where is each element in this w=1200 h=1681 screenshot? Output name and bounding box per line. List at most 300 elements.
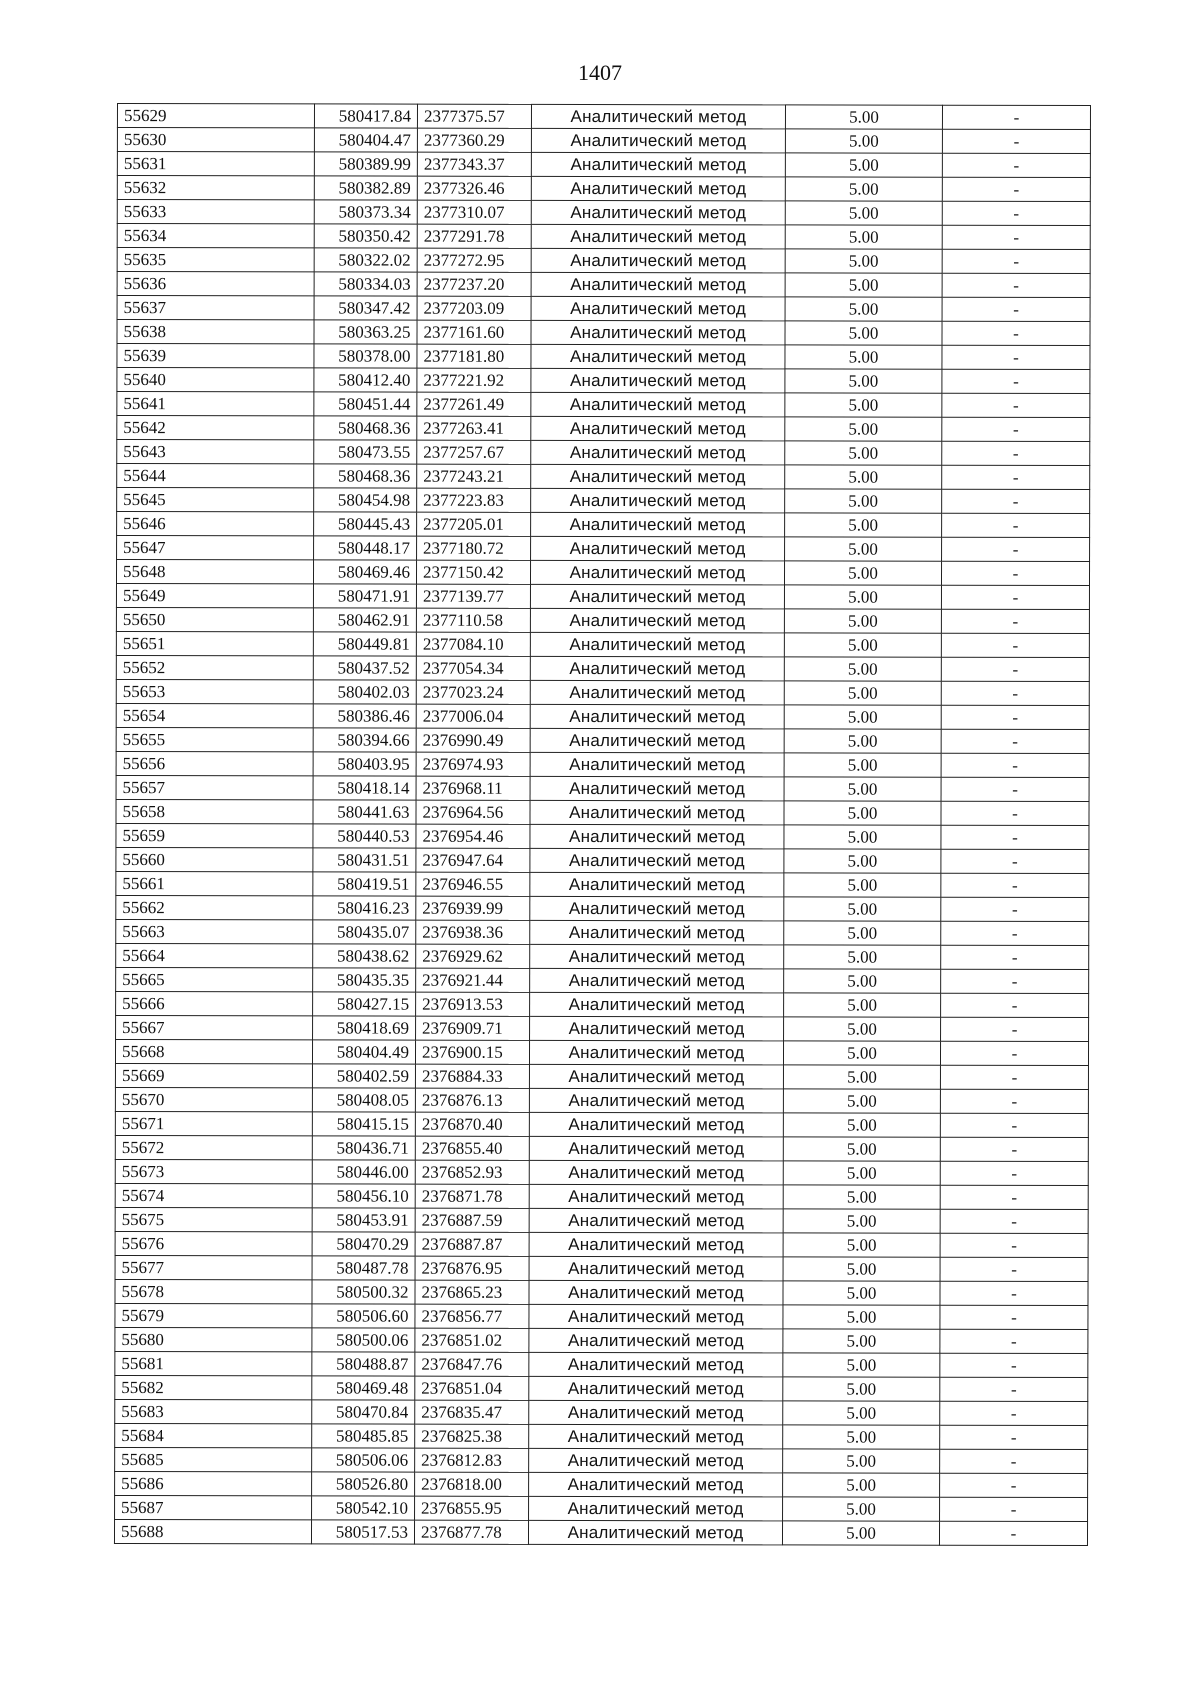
- note-cell: -: [940, 1233, 1088, 1257]
- method-cell: Аналитический метод: [529, 1088, 783, 1113]
- note-cell: -: [941, 1017, 1089, 1041]
- note-cell: -: [942, 441, 1090, 465]
- x-coordinate-cell: 580404.49: [312, 1040, 415, 1064]
- point-id-cell: 55649: [116, 584, 313, 608]
- note-cell: -: [942, 225, 1090, 249]
- accuracy-cell: 5.00: [784, 777, 941, 801]
- accuracy-cell: 5.00: [784, 609, 941, 633]
- point-id-cell: 55648: [116, 560, 313, 584]
- accuracy-cell: 5.00: [784, 873, 941, 897]
- accuracy-cell: 5.00: [785, 345, 942, 369]
- table-row: [117, 392, 1090, 418]
- note-cell: -: [941, 705, 1089, 729]
- point-id-cell: 55661: [116, 871, 313, 895]
- method-cell: Аналитический метод: [531, 128, 785, 153]
- table-row: [116, 775, 1089, 801]
- y-coordinate-cell: 2376851.02: [415, 1328, 529, 1352]
- point-id-cell: 55683: [115, 1399, 312, 1423]
- note-cell: -: [940, 1185, 1088, 1209]
- method-cell: Аналитический метод: [529, 1208, 783, 1233]
- method-cell: Аналитический метод: [530, 656, 784, 681]
- accuracy-cell: 5.00: [784, 585, 941, 609]
- x-coordinate-cell: 580453.91: [312, 1208, 415, 1232]
- point-id-cell: 55643: [117, 440, 314, 464]
- y-coordinate-cell: 2376939.99: [416, 896, 530, 920]
- point-id-cell: 55685: [115, 1447, 312, 1471]
- y-coordinate-cell: 2377181.80: [417, 344, 531, 368]
- method-cell: Аналитический метод: [529, 1496, 783, 1521]
- method-cell: Аналитический метод: [529, 1352, 783, 1377]
- point-id-cell: 55655: [116, 727, 313, 751]
- note-cell: -: [941, 729, 1089, 753]
- x-coordinate-cell: 580456.10: [312, 1184, 415, 1208]
- x-coordinate-cell: 580470.84: [312, 1400, 415, 1424]
- y-coordinate-cell: 2376877.78: [414, 1520, 528, 1544]
- y-coordinate-cell: 2376947.64: [416, 848, 530, 872]
- note-cell: -: [942, 321, 1090, 345]
- accuracy-cell: 5.00: [784, 561, 941, 585]
- point-id-cell: 55658: [116, 799, 313, 823]
- x-coordinate-cell: 580454.98: [314, 488, 417, 512]
- accuracy-cell: 5.00: [783, 1353, 940, 1377]
- y-coordinate-cell: 2376946.55: [416, 872, 530, 896]
- note-cell: -: [941, 825, 1089, 849]
- accuracy-cell: 5.00: [785, 321, 942, 345]
- point-id-cell: 55666: [116, 991, 313, 1015]
- method-cell: Аналитический метод: [530, 680, 784, 705]
- method-cell: Аналитический метод: [530, 920, 784, 945]
- accuracy-cell: 5.00: [783, 1065, 940, 1089]
- method-cell: Аналитический метод: [531, 392, 785, 417]
- method-cell: Аналитический метод: [529, 1448, 783, 1473]
- y-coordinate-cell: 2376856.77: [415, 1304, 529, 1328]
- x-coordinate-cell: 580449.81: [313, 632, 416, 656]
- point-id-cell: 55647: [117, 536, 314, 560]
- y-coordinate-cell: 2377272.95: [417, 248, 531, 272]
- method-cell: Аналитический метод: [531, 488, 785, 513]
- accuracy-cell: 5.00: [783, 1329, 940, 1353]
- y-coordinate-cell: 2377263.41: [417, 416, 531, 440]
- point-id-cell: 55663: [116, 919, 313, 943]
- y-coordinate-cell: 2377310.07: [417, 200, 531, 224]
- accuracy-cell: 5.00: [785, 369, 942, 393]
- table-row: [116, 679, 1089, 705]
- x-coordinate-cell: 580500.32: [312, 1280, 415, 1304]
- accuracy-cell: 5.00: [784, 825, 941, 849]
- y-coordinate-cell: 2377139.77: [416, 584, 530, 608]
- method-cell: Аналитический метод: [529, 1472, 783, 1497]
- x-coordinate-cell: 580382.89: [314, 176, 417, 200]
- point-id-cell: 55671: [115, 1111, 312, 1135]
- note-cell: -: [941, 609, 1089, 633]
- note-cell: -: [941, 561, 1089, 585]
- accuracy-cell: 5.00: [783, 1041, 940, 1065]
- x-coordinate-cell: 580506.06: [312, 1448, 415, 1472]
- x-coordinate-cell: 580487.78: [312, 1256, 415, 1280]
- accuracy-cell: 5.00: [783, 1401, 940, 1425]
- y-coordinate-cell: 2376938.36: [416, 920, 530, 944]
- point-id-cell: 55642: [117, 416, 314, 440]
- y-coordinate-cell: 2376974.93: [416, 752, 530, 776]
- method-cell: Аналитический метод: [531, 368, 785, 393]
- table-row: [116, 1015, 1089, 1041]
- point-id-cell: 55662: [116, 895, 313, 919]
- note-cell: -: [942, 369, 1090, 393]
- note-cell: -: [939, 1521, 1087, 1545]
- table-row: [117, 128, 1090, 154]
- table-row: [116, 727, 1089, 753]
- y-coordinate-cell: 2377203.09: [417, 296, 531, 320]
- accuracy-cell: 5.00: [783, 1257, 940, 1281]
- point-id-cell: 55665: [116, 967, 313, 991]
- point-id-cell: 55660: [116, 847, 313, 871]
- table-row: [117, 248, 1090, 274]
- note-cell: -: [942, 105, 1090, 129]
- method-cell: Аналитический метод: [530, 752, 784, 777]
- page-number: 1407: [578, 60, 622, 85]
- x-coordinate-cell: 580469.46: [313, 560, 416, 584]
- method-cell: Аналитический метод: [530, 632, 784, 657]
- note-cell: -: [941, 873, 1089, 897]
- y-coordinate-cell: 2377375.57: [417, 104, 531, 128]
- y-coordinate-cell: 2377343.37: [417, 152, 531, 176]
- x-coordinate-cell: 580418.69: [313, 1016, 416, 1040]
- method-cell: Аналитический метод: [529, 1184, 783, 1209]
- accuracy-cell: 5.00: [785, 537, 942, 561]
- table-row: [115, 1039, 1088, 1065]
- point-id-cell: 55688: [114, 1519, 311, 1543]
- accuracy-cell: 5.00: [783, 1305, 940, 1329]
- table-row: [117, 488, 1090, 514]
- point-id-cell: 55651: [116, 631, 313, 655]
- y-coordinate-cell: 2376855.40: [415, 1136, 529, 1160]
- point-id-cell: 55635: [117, 248, 314, 272]
- note-cell: -: [940, 1473, 1088, 1497]
- method-cell: Аналитический метод: [530, 704, 784, 729]
- y-coordinate-cell: 2376913.53: [416, 992, 530, 1016]
- method-cell: Аналитический метод: [529, 1400, 783, 1425]
- note-cell: -: [940, 1257, 1088, 1281]
- method-cell: Аналитический метод: [531, 224, 785, 249]
- x-coordinate-cell: 580419.51: [313, 872, 416, 896]
- point-id-cell: 55668: [115, 1039, 312, 1063]
- accuracy-cell: 5.00: [784, 969, 941, 993]
- method-cell: Аналитический метод: [531, 440, 785, 465]
- table-row: [115, 1207, 1088, 1233]
- point-id-cell: 55670: [115, 1087, 312, 1111]
- accuracy-cell: 5.00: [783, 1425, 940, 1449]
- table-row: [115, 1423, 1088, 1449]
- note-cell: -: [940, 1497, 1088, 1521]
- method-cell: Аналитический метод: [529, 1256, 783, 1281]
- x-coordinate-cell: 580438.62: [313, 944, 416, 968]
- method-cell: Аналитический метод: [531, 248, 785, 273]
- table-row: [115, 1087, 1088, 1113]
- table-row: [116, 655, 1089, 681]
- point-id-cell: 55638: [117, 320, 314, 344]
- note-cell: -: [942, 177, 1090, 201]
- x-coordinate-cell: 580469.48: [312, 1376, 415, 1400]
- note-cell: -: [941, 585, 1089, 609]
- table-row: [117, 104, 1090, 130]
- method-cell: Аналитический метод: [529, 1064, 783, 1089]
- note-cell: -: [942, 513, 1090, 537]
- point-id-cell: 55680: [115, 1327, 312, 1351]
- accuracy-cell: 5.00: [783, 1137, 940, 1161]
- point-id-cell: 55681: [115, 1351, 312, 1375]
- point-id-cell: 55664: [116, 943, 313, 967]
- y-coordinate-cell: 2377006.04: [416, 704, 530, 728]
- method-cell: Аналитический метод: [531, 320, 785, 345]
- accuracy-cell: 5.00: [784, 921, 941, 945]
- accuracy-cell: 5.00: [785, 441, 942, 465]
- accuracy-cell: 5.00: [785, 489, 942, 513]
- x-coordinate-cell: 580350.42: [314, 224, 417, 248]
- method-cell: Аналитический метод: [531, 176, 785, 201]
- accuracy-cell: 5.00: [785, 393, 942, 417]
- x-coordinate-cell: 580440.53: [313, 824, 416, 848]
- point-id-cell: 55687: [115, 1495, 312, 1519]
- y-coordinate-cell: 2377291.78: [417, 224, 531, 248]
- method-cell: Аналитический метод: [530, 584, 784, 609]
- note-cell: -: [941, 945, 1089, 969]
- table-row: [115, 1135, 1088, 1161]
- y-coordinate-cell: 2376835.47: [415, 1400, 529, 1424]
- point-id-cell: 55678: [115, 1279, 312, 1303]
- table-row: [115, 1327, 1088, 1353]
- table-row: [116, 560, 1089, 586]
- y-coordinate-cell: 2376825.38: [415, 1424, 529, 1448]
- x-coordinate-cell: 580412.40: [314, 368, 417, 392]
- accuracy-cell: 5.00: [784, 993, 941, 1017]
- accuracy-cell: 5.00: [783, 1161, 940, 1185]
- point-id-cell: 55633: [117, 200, 314, 224]
- method-cell: Аналитический метод: [530, 992, 784, 1017]
- y-coordinate-cell: 2377084.10: [416, 632, 530, 656]
- x-coordinate-cell: 580416.23: [313, 896, 416, 920]
- table-row: [116, 847, 1089, 873]
- y-coordinate-cell: 2377023.24: [416, 680, 530, 704]
- x-coordinate-cell: 580485.85: [312, 1424, 415, 1448]
- method-cell: Аналитический метод: [530, 896, 784, 921]
- note-cell: -: [942, 393, 1090, 417]
- x-coordinate-cell: 580435.35: [313, 968, 416, 992]
- y-coordinate-cell: 2376818.00: [415, 1472, 529, 1496]
- method-cell: Аналитический метод: [531, 152, 785, 177]
- table-row: [117, 200, 1090, 226]
- y-coordinate-cell: 2376852.93: [415, 1160, 529, 1184]
- x-coordinate-cell: 580462.91: [313, 608, 416, 632]
- note-cell: -: [942, 417, 1090, 441]
- point-id-cell: 55653: [116, 679, 313, 703]
- method-cell: Аналитический метод: [529, 1424, 783, 1449]
- note-cell: -: [940, 1113, 1088, 1137]
- x-coordinate-cell: 580334.03: [314, 272, 417, 296]
- y-coordinate-cell: 2377180.72: [417, 536, 531, 560]
- accuracy-cell: 5.00: [784, 801, 941, 825]
- point-id-cell: 55652: [116, 655, 313, 679]
- table-row: [115, 1279, 1088, 1305]
- y-coordinate-cell: 2376876.95: [415, 1256, 529, 1280]
- accuracy-cell: 5.00: [783, 1185, 940, 1209]
- point-id-cell: 55632: [117, 176, 314, 200]
- accuracy-cell: 5.00: [785, 201, 942, 225]
- table-row: [116, 631, 1089, 657]
- point-id-cell: 55667: [116, 1015, 313, 1039]
- accuracy-cell: 5.00: [783, 1089, 940, 1113]
- accuracy-cell: 5.00: [785, 105, 942, 129]
- point-id-cell: 55640: [117, 368, 314, 392]
- table-body: [114, 104, 1090, 1546]
- note-cell: -: [941, 801, 1089, 825]
- point-id-cell: 55630: [117, 128, 314, 152]
- table-row: [117, 368, 1090, 394]
- point-id-cell: 55636: [117, 272, 314, 296]
- point-id-cell: 55674: [115, 1183, 312, 1207]
- x-coordinate-cell: 580445.43: [314, 512, 417, 536]
- y-coordinate-cell: 2377257.67: [417, 440, 531, 464]
- method-cell: Аналитический метод: [530, 1016, 784, 1041]
- x-coordinate-cell: 580378.00: [314, 344, 417, 368]
- y-coordinate-cell: 2376968.11: [416, 776, 530, 800]
- table-row: [117, 464, 1090, 490]
- accuracy-cell: 5.00: [783, 1473, 940, 1497]
- accuracy-cell: 5.00: [783, 1449, 940, 1473]
- y-coordinate-cell: 2377150.42: [416, 560, 530, 584]
- accuracy-cell: 5.00: [785, 177, 942, 201]
- note-cell: -: [941, 777, 1089, 801]
- note-cell: -: [940, 1041, 1088, 1065]
- y-coordinate-cell: 2377054.34: [416, 656, 530, 680]
- table-row: [116, 919, 1089, 945]
- table-row: [115, 1399, 1088, 1425]
- method-cell: Аналитический метод: [530, 776, 784, 801]
- y-coordinate-cell: 2376847.76: [415, 1352, 529, 1376]
- point-id-cell: 55639: [117, 344, 314, 368]
- point-id-cell: 55645: [117, 488, 314, 512]
- table-row: [117, 224, 1090, 250]
- accuracy-cell: 5.00: [785, 465, 942, 489]
- y-coordinate-cell: 2376964.56: [416, 800, 530, 824]
- method-cell: Аналитический метод: [529, 1232, 783, 1257]
- accuracy-cell: 5.00: [783, 1281, 940, 1305]
- x-coordinate-cell: 580389.99: [314, 152, 417, 176]
- note-cell: -: [941, 993, 1089, 1017]
- table-row: [115, 1111, 1088, 1137]
- note-cell: -: [940, 1329, 1088, 1353]
- table-row: [115, 1255, 1088, 1281]
- y-coordinate-cell: 2377326.46: [417, 176, 531, 200]
- y-coordinate-cell: 2376865.23: [415, 1280, 529, 1304]
- x-coordinate-cell: 580488.87: [312, 1352, 415, 1376]
- point-id-cell: 55634: [117, 224, 314, 248]
- y-coordinate-cell: 2376812.83: [415, 1448, 529, 1472]
- point-id-cell: 55679: [115, 1303, 312, 1327]
- note-cell: -: [942, 345, 1090, 369]
- method-cell: Аналитический метод: [529, 1328, 783, 1353]
- method-cell: Аналитический метод: [528, 1520, 782, 1545]
- table-row: [117, 512, 1090, 538]
- x-coordinate-cell: 580451.44: [314, 392, 417, 416]
- method-cell: Аналитический метод: [530, 560, 784, 585]
- x-coordinate-cell: 580404.47: [314, 128, 417, 152]
- table-row: [115, 1351, 1088, 1377]
- note-cell: -: [941, 633, 1089, 657]
- table-row: [117, 536, 1090, 562]
- coordinates-table: [114, 103, 1091, 1546]
- method-cell: Аналитический метод: [530, 800, 784, 825]
- method-cell: Аналитический метод: [529, 1280, 783, 1305]
- method-cell: Аналитический метод: [531, 272, 785, 297]
- point-id-cell: 55629: [117, 104, 314, 128]
- table-row: [116, 871, 1089, 897]
- y-coordinate-cell: 2377223.83: [417, 488, 531, 512]
- table-row: [116, 799, 1089, 825]
- table-row: [116, 703, 1089, 729]
- x-coordinate-cell: 580322.02: [314, 248, 417, 272]
- x-coordinate-cell: 580446.00: [312, 1160, 415, 1184]
- y-coordinate-cell: 2376855.95: [415, 1496, 529, 1520]
- point-id-cell: 55631: [117, 152, 314, 176]
- method-cell: Аналитический метод: [529, 1376, 783, 1401]
- y-coordinate-cell: 2377110.58: [416, 608, 530, 632]
- note-cell: -: [940, 1281, 1088, 1305]
- method-cell: Аналитический метод: [530, 848, 784, 873]
- note-cell: -: [942, 297, 1090, 321]
- y-coordinate-cell: 2376990.49: [416, 728, 530, 752]
- table-row: [116, 895, 1089, 921]
- table-row: [117, 176, 1090, 202]
- note-cell: -: [942, 489, 1090, 513]
- point-id-cell: 55659: [116, 823, 313, 847]
- accuracy-cell: 5.00: [785, 153, 942, 177]
- method-cell: Аналитический метод: [531, 512, 785, 537]
- method-cell: Аналитический метод: [530, 968, 784, 993]
- y-coordinate-cell: 2376954.46: [416, 824, 530, 848]
- accuracy-cell: 5.00: [785, 225, 942, 249]
- table-row: [117, 440, 1090, 466]
- y-coordinate-cell: 2376887.59: [415, 1208, 529, 1232]
- y-coordinate-cell: 2376851.04: [415, 1376, 529, 1400]
- note-cell: -: [940, 1137, 1088, 1161]
- y-coordinate-cell: 2377261.49: [417, 392, 531, 416]
- point-id-cell: 55657: [116, 775, 313, 799]
- method-cell: Аналитический метод: [531, 344, 785, 369]
- point-id-cell: 55656: [116, 751, 313, 775]
- note-cell: -: [940, 1401, 1088, 1425]
- x-coordinate-cell: 580386.46: [313, 704, 416, 728]
- table-row: [115, 1183, 1088, 1209]
- table-row: [115, 1495, 1088, 1521]
- accuracy-cell: 5.00: [782, 1521, 939, 1545]
- accuracy-cell: 5.00: [784, 753, 941, 777]
- x-coordinate-cell: 580347.42: [314, 296, 417, 320]
- point-id-cell: 55637: [117, 296, 314, 320]
- note-cell: -: [941, 849, 1089, 873]
- note-cell: -: [940, 1209, 1088, 1233]
- point-id-cell: 55686: [115, 1471, 312, 1495]
- table-row: [116, 991, 1089, 1017]
- x-coordinate-cell: 580435.07: [313, 920, 416, 944]
- x-coordinate-cell: 580542.10: [312, 1496, 415, 1520]
- x-coordinate-cell: 580436.71: [312, 1136, 415, 1160]
- table-row: [116, 823, 1089, 849]
- y-coordinate-cell: 2376921.44: [416, 968, 530, 992]
- y-coordinate-cell: 2377360.29: [417, 128, 531, 152]
- accuracy-cell: 5.00: [783, 1209, 940, 1233]
- note-cell: -: [940, 1089, 1088, 1113]
- y-coordinate-cell: 2376870.40: [415, 1112, 529, 1136]
